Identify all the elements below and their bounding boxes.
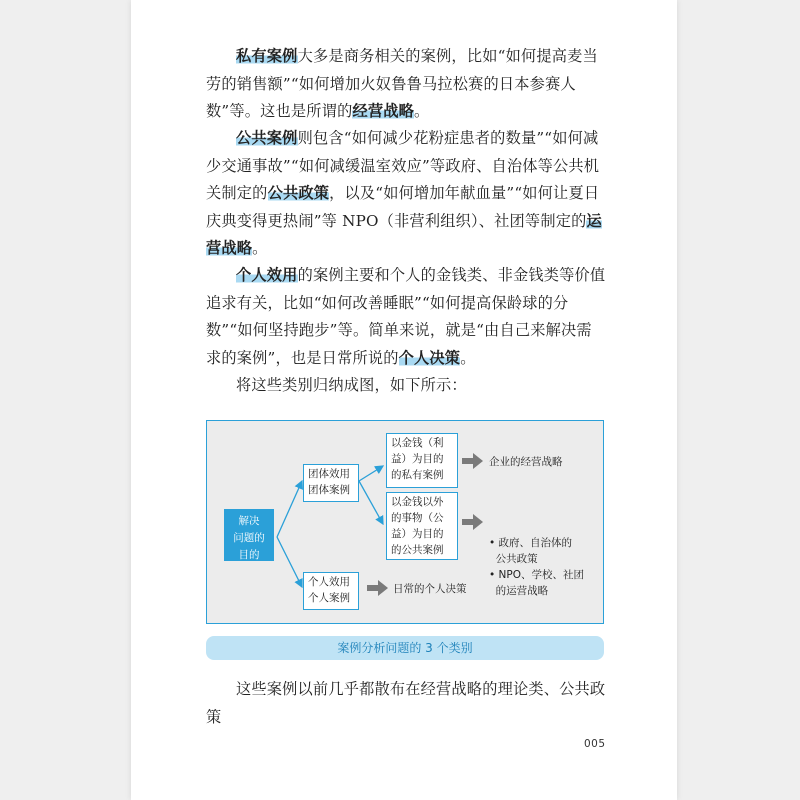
- arrow-icon: [462, 453, 483, 469]
- connector-root-group: [277, 481, 302, 537]
- connector-root-individual: [277, 537, 302, 587]
- paragraph-text: 则包含“如何减少花粉症患者的数量”“如何减少交通事故”“如何减缓温室效应”等政府、自治体等公共机关制定的: [206, 129, 600, 202]
- node-public-case: 以金钱以外 的事物（公 益）为目的 的公共案例: [386, 492, 458, 560]
- term-public-case: 公共案例: [236, 129, 298, 147]
- paragraph-text: 大多是商务相关的案例，比如“如何提高麦当劳的销售额”“如何增加火奴鲁鲁马拉松赛的日本参赛人数”等。这也是所谓的: [206, 47, 598, 120]
- term-operation-strategy: 运营战略: [206, 211, 602, 257]
- root-node-purpose: 解决 问题的 目的: [224, 509, 274, 561]
- arrow-icon: [367, 580, 388, 596]
- paragraph-continuation: 这些案例以前几乎都散布在经营战略的理论类、公共政策: [206, 680, 606, 726]
- paragraph-text: 。: [414, 102, 430, 120]
- term-public-policy: 公共政策: [267, 184, 330, 202]
- result-business-strategy: 企业的经营战略: [489, 456, 563, 468]
- term-private-case: 私有案例: [236, 47, 298, 65]
- result-personal-decision: 日常的个人决策: [393, 583, 467, 595]
- term-business-strategy: 经营战略: [352, 102, 415, 120]
- paragraph-text: 。: [252, 239, 268, 257]
- term-individual-utility: 个人效用: [236, 266, 298, 284]
- connector-group-private: [359, 466, 383, 481]
- figure-caption: 案例分析问题的 3 个类别: [206, 636, 604, 660]
- paragraph-private-case: [206, 43, 606, 126]
- page-number: 005: [584, 738, 606, 750]
- node-private-case: 以金钱（利 益）为目的 的私有案例: [386, 433, 458, 488]
- node-group-case: 团体效用 团体案例: [303, 464, 359, 502]
- result-public-policy: • 政府、自治体的 公共政策 • NPO、学校、社团 的运营战略: [489, 537, 584, 597]
- category-diagram: [206, 420, 604, 624]
- arrow-icon: [462, 514, 483, 530]
- paragraph-text: 的案例主要和个人的金钱类、非金钱类等价值追求有关，比如“如何改善睡眠”“如何提高保龄球的分数”“如何坚持跑步”等。简单来说，就是“由自己来解决需求的案例”，也是日常所说的: [206, 266, 606, 367]
- node-individual-case: 个人效用 个人案例: [303, 572, 359, 610]
- paragraph-text: ，以及“如何增加年献血量”“如何让夏日庆典变得更热闹”等 NPO（非营利组织）、社团等制定的: [206, 184, 600, 230]
- paragraph-public-case: [206, 125, 606, 263]
- term-personal-decision: 个人决策: [398, 348, 461, 367]
- paragraph-summary-intro: 将这些类别归纳成图，如下所示：: [236, 376, 467, 394]
- paragraph-text: 。: [460, 348, 476, 367]
- connector-group-public: [359, 481, 383, 524]
- paragraph-individual-utility: [206, 262, 606, 372]
